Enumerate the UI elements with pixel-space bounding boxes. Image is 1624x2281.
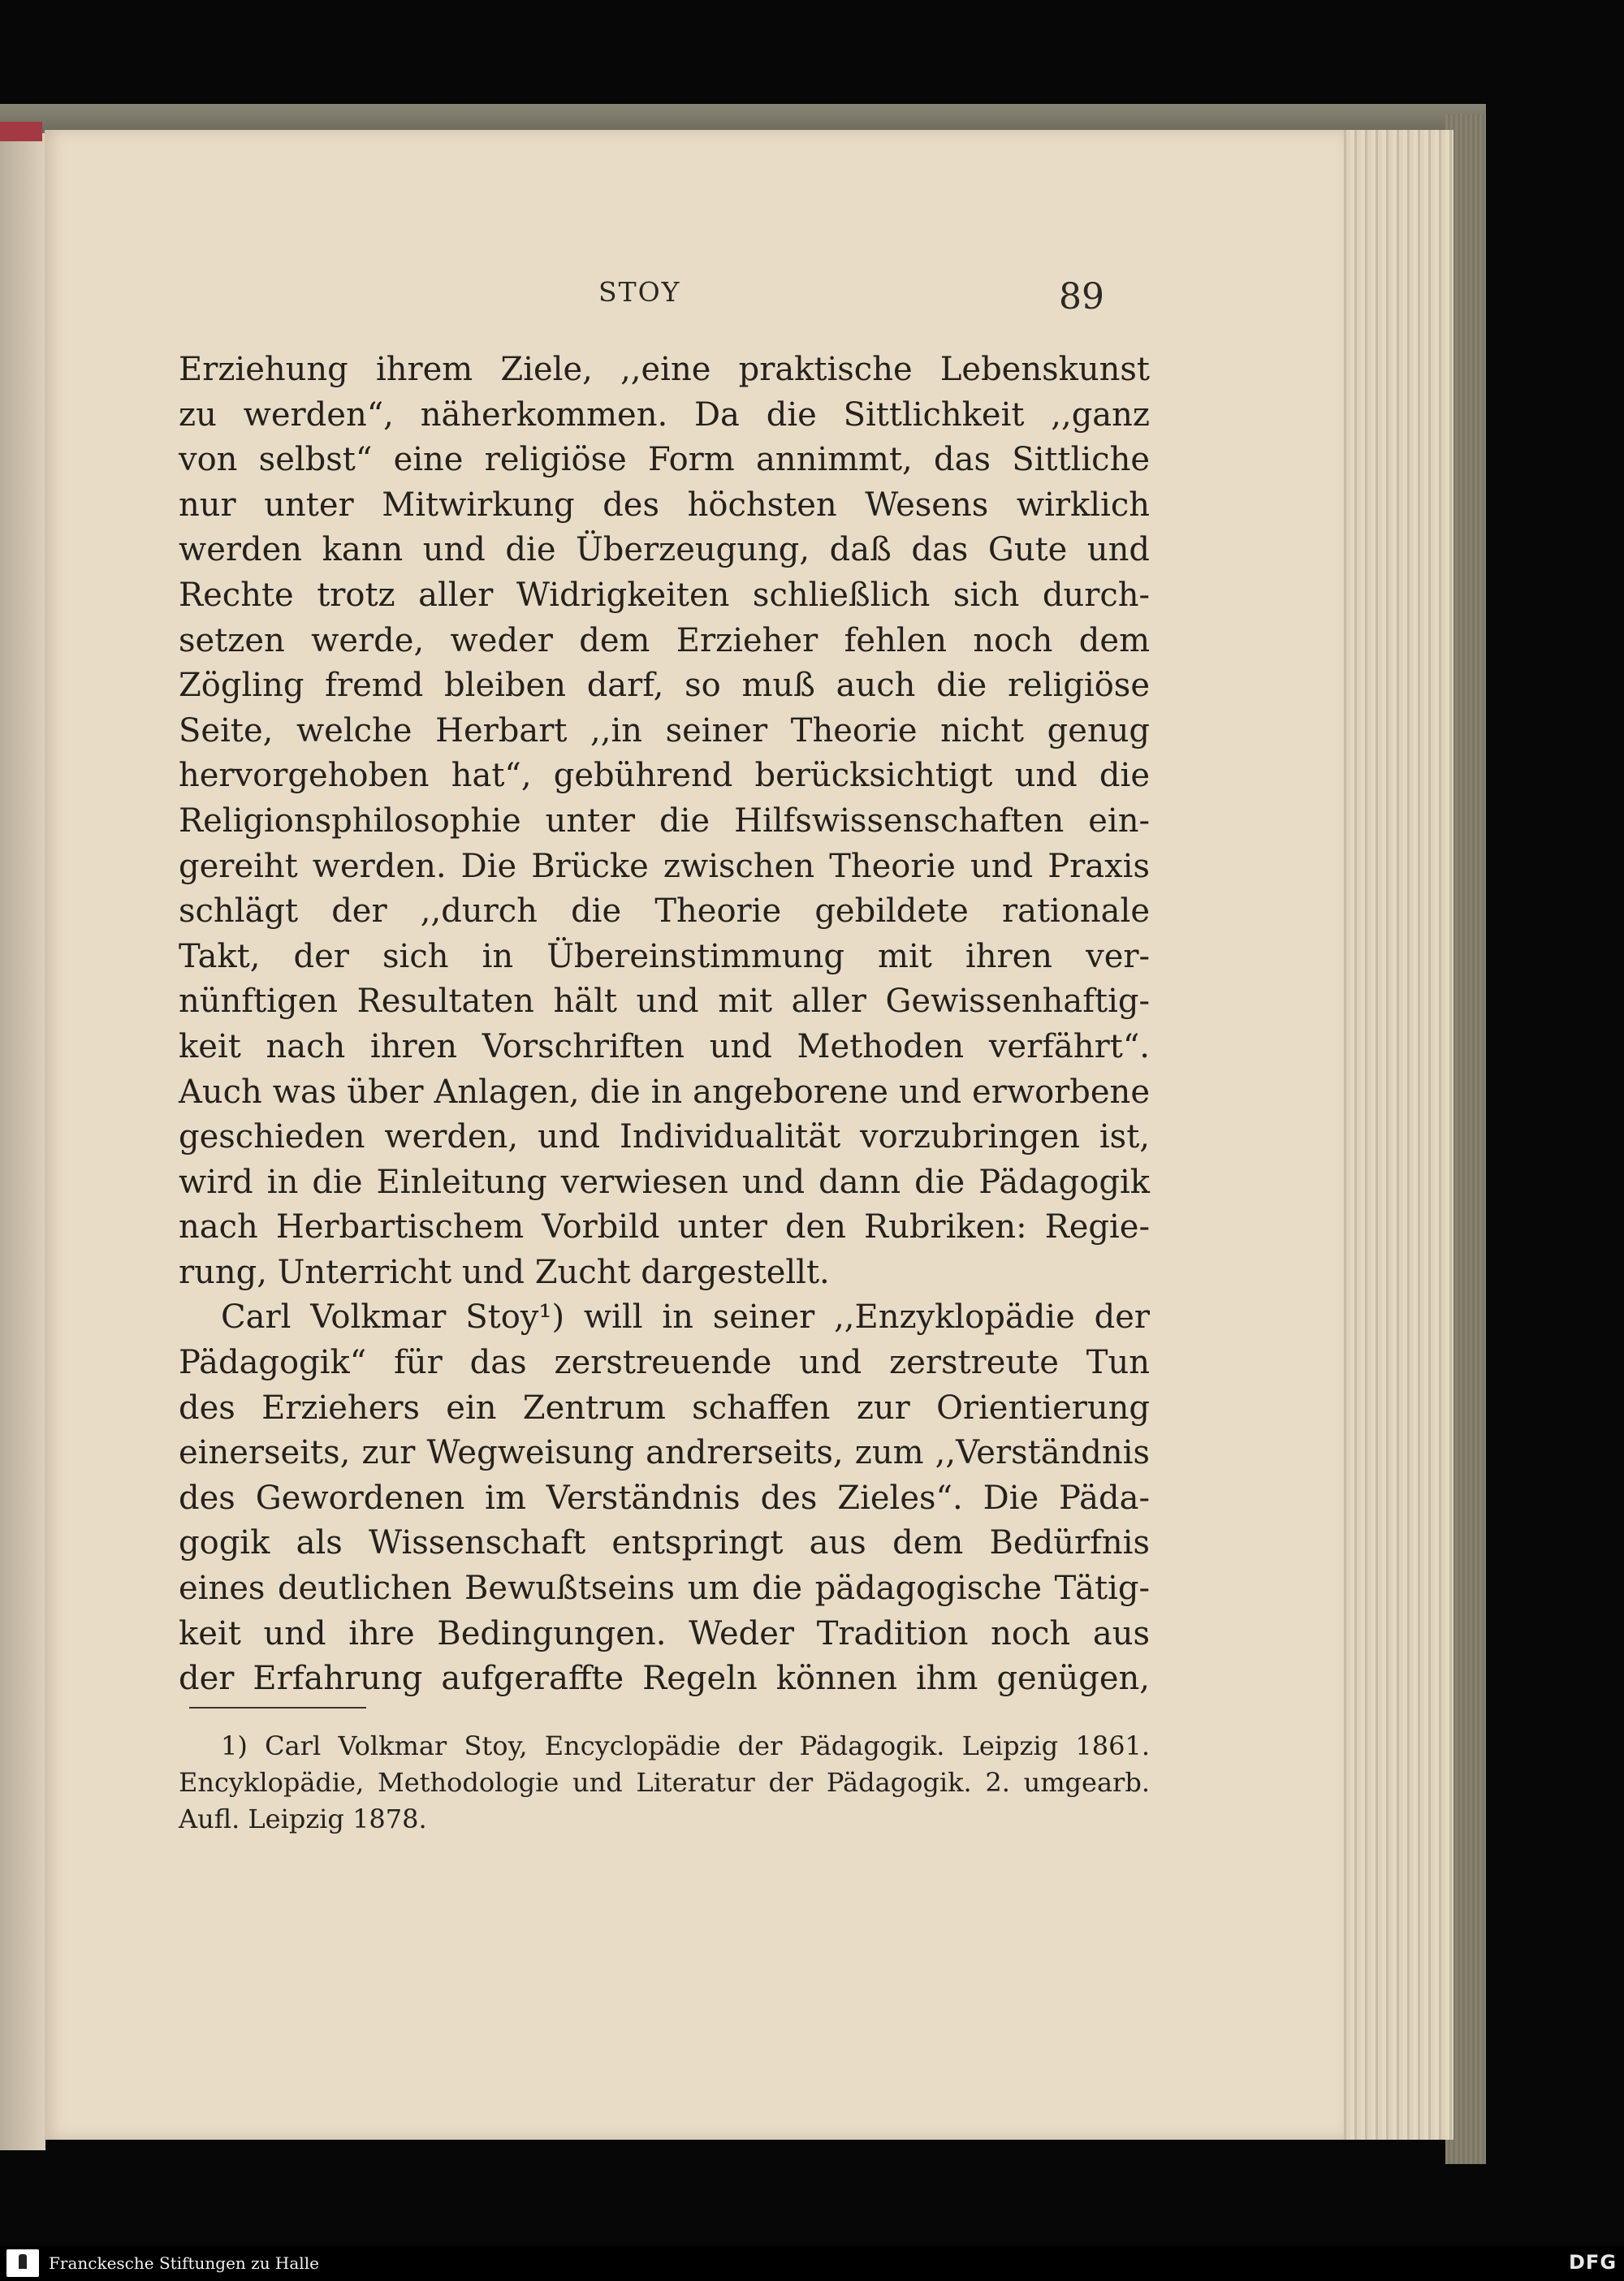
footnotes — [179, 1728, 1150, 1838]
text-line: Carl Volkmar Stoy¹) will in seiner ,,Enzyklopädie der — [221, 1298, 1150, 1337]
text-line: schlägt der ,,durch die Theorie gebildete rationale — [179, 892, 1150, 931]
text-line: Zögling fremd bleiben darf, so muß auch die religiöse — [179, 667, 1150, 705]
text-line: Takt, der sich in Übereinstimmung mit ihren ver- — [179, 937, 1150, 975]
library-name: Franckesche Stiftungen zu Halle — [49, 2253, 319, 2273]
text-line: keit nach ihren Vorschriften und Methoden verfährt“. — [179, 1027, 1150, 1065]
text-line: setzen werde, weder dem Erzieher fehlen noch dem — [179, 621, 1150, 659]
page-fore-edge — [1340, 130, 1453, 2140]
book-spine-bookmark — [0, 122, 42, 141]
text-line: der Erfahrung aufgeraffte Regeln können ihm genügen, — [179, 1660, 1150, 1698]
footnote-line: Encyklopädie, Methodologie und Literatur der Pädagogik. 2. umgearb. — [179, 1767, 1150, 1798]
footnote-line: 1) Carl Volkmar Stoy, Encyclopädie der Pädagogik. Leipzig 1861. — [221, 1730, 1150, 1761]
text-line: nünftigen Resultaten hält und mit aller Gewissenhaftig- — [179, 983, 1150, 1021]
text-line: Seite, welche Herbart ,,in seiner Theorie nicht genug — [179, 711, 1150, 750]
left-page-edge — [0, 128, 45, 2150]
text-line: gogik als Wissenschaft entspringt aus dem Bedürfnis — [179, 1524, 1150, 1562]
text-line: werden kann und die Überzeugung, daß das Gute und — [179, 531, 1150, 569]
text-line: einerseits, zur Wegweisung andrerseits, zum ,,Verständnis — [179, 1434, 1150, 1472]
text-line: Religionsphilosophie unter die Hilfswissenschaften ein- — [179, 801, 1150, 840]
library-logo-icon — [6, 2249, 39, 2277]
dfg-logo-icon: DFG — [1569, 2251, 1618, 2274]
footnote-rule — [189, 1707, 366, 1709]
text-line: nach Herbartischem Vorbild unter den Rubriken: Regie- — [179, 1208, 1150, 1246]
text-line: geschieden werden, und Individualität vorzubringen ist, — [179, 1118, 1150, 1156]
text-line: des Erziehers ein Zentrum schaffen zur Orientierung — [179, 1389, 1150, 1427]
text-line: Auch was über Anlagen, die in angeborene und erworbene — [179, 1073, 1150, 1111]
text-line: des Gewordenen im Verständnis des Zieles“. Die Päda- — [179, 1479, 1150, 1517]
text-line: rung, Unterricht und Zucht dargestellt. — [179, 1253, 830, 1291]
footnote-line: Aufl. Leipzig 1878. — [179, 1804, 427, 1834]
text-line: Erziehung ihrem Ziele, ,,eine praktische Lebenskunst — [179, 351, 1150, 388]
text-line: keit und ihre Bedingungen. Weder Tradition noch aus — [179, 1614, 1150, 1652]
text-line: Rechte trotz aller Widrigkeiten schließlich sich durch- — [179, 576, 1150, 614]
running-head: STOY — [598, 276, 681, 308]
text-line: von selbst“ eine religiöse Form annimmt, das Sittliche — [179, 441, 1150, 479]
text-line: gereiht werden. Die Brücke zwischen Theorie und Praxis — [179, 847, 1150, 885]
page-number: 89 — [1059, 276, 1104, 318]
text-line: hervorgehoben hat“, gebührend berücksichtigt und die — [179, 757, 1150, 795]
book-page — [45, 130, 1344, 2140]
body-text — [179, 348, 1150, 1702]
text-line: wird in die Einleitung verwiesen und dann die Pädagogik — [179, 1163, 1150, 1201]
text-line: eines deutlichen Bewußtseins um die pädagogische Tätig- — [179, 1570, 1150, 1608]
text-line: nur unter Mitwirkung des höchsten Wesens wirklich — [179, 486, 1150, 524]
text-line: zu werden“, näherkommen. Da die Sittlichkeit ,,ganz — [179, 395, 1150, 434]
book-cover-top — [0, 104, 1486, 133]
text-line: Pädagogik“ für das zerstreuende und zerstreute Tun — [179, 1344, 1150, 1382]
